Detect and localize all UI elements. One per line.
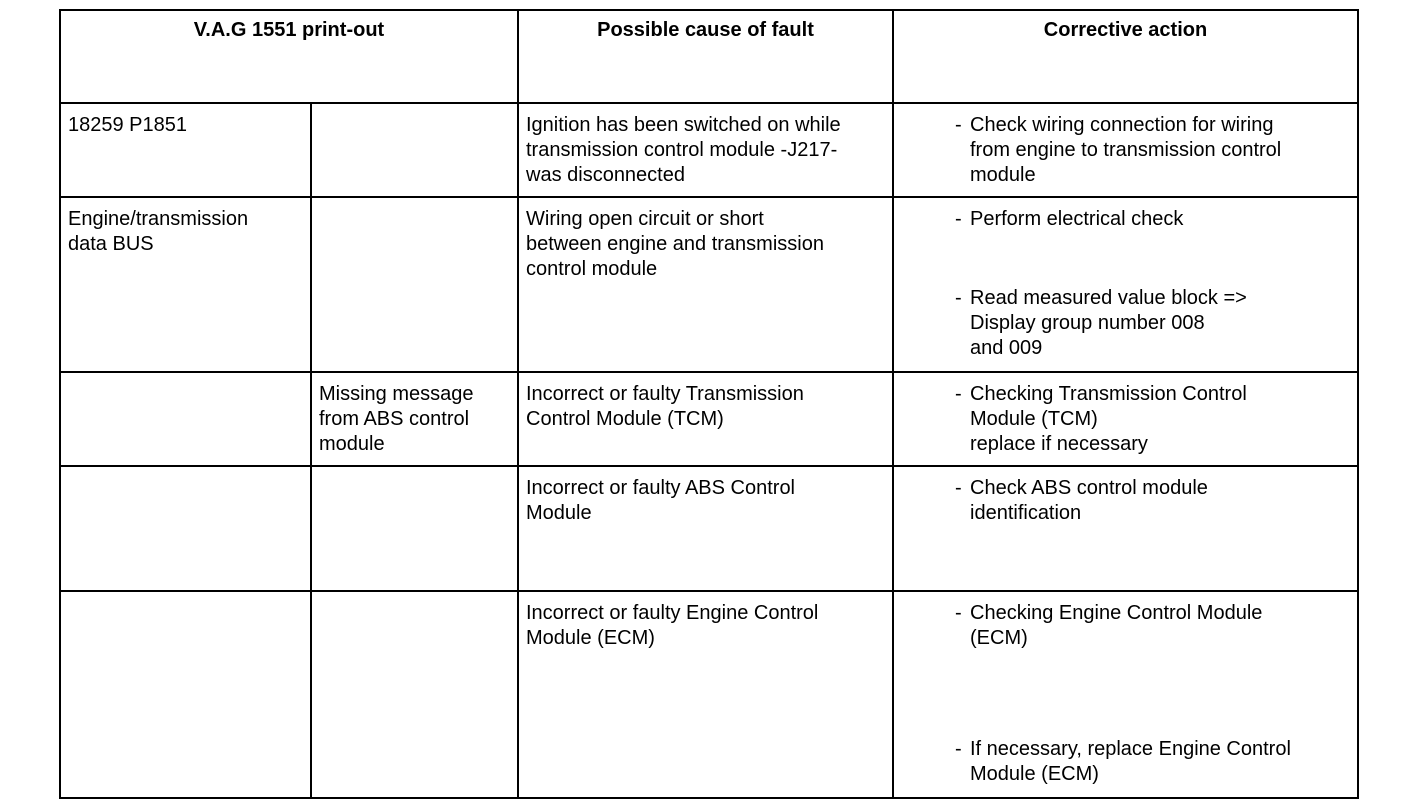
cause-cell: Ignition has been switched on while transmission control module -J217- was disconnected [518, 103, 893, 197]
action-text: Read measured value block => Display group number 008 and 009 [970, 287, 1247, 359]
action-cell [893, 372, 1358, 466]
action-item [901, 601, 1350, 651]
table-row [60, 103, 1358, 197]
message-cell [311, 103, 518, 197]
bullet-dash: - [955, 114, 962, 136]
bullet-dash: - [955, 287, 962, 309]
fault-table [59, 9, 1359, 799]
action-text: Checking Transmission Control Module (TCM) replace if necessary [970, 383, 1247, 455]
action-item [901, 286, 1350, 361]
action-cell [893, 197, 1358, 372]
action-text: Checking Engine Control Module (ECM) [970, 602, 1263, 649]
action-item [901, 382, 1350, 457]
action-text: If necessary, replace Engine Control Module (ECM) [970, 738, 1291, 785]
table-row [60, 591, 1358, 798]
action-item [901, 113, 1350, 188]
fault-code-cell [60, 372, 311, 466]
action-text: Perform electrical check [970, 208, 1184, 230]
action-item [901, 476, 1350, 526]
action-item [901, 207, 1350, 232]
table-row [60, 466, 1358, 591]
cause-cell: Incorrect or faulty Transmission Control Module (TCM) [518, 372, 893, 466]
message-cell: Missing message from ABS control module [311, 372, 518, 466]
cause-cell: Wiring open circuit or short between engine and transmission control module [518, 197, 893, 372]
action-text: Check ABS control module identification [970, 477, 1208, 524]
header-action: Corrective action [893, 10, 1358, 103]
bullet-dash: - [955, 602, 962, 624]
cause-cell: Incorrect or faulty Engine Control Module (ECM) [518, 591, 893, 798]
bullet-dash: - [955, 383, 962, 405]
action-cell [893, 103, 1358, 197]
action-item [901, 737, 1350, 787]
action-cell [893, 466, 1358, 591]
fault-code-cell: 18259 P1851 [60, 103, 311, 197]
bullet-dash: - [955, 208, 962, 230]
table-row [60, 197, 1358, 372]
action-cell [893, 591, 1358, 798]
message-cell [311, 197, 518, 372]
bullet-dash: - [955, 738, 962, 760]
bullet-dash: - [955, 477, 962, 499]
header-row [60, 10, 1358, 103]
cause-cell: Incorrect or faulty ABS Control Module [518, 466, 893, 591]
fault-code-cell [60, 591, 311, 798]
header-printout: V.A.G 1551 print-out [60, 10, 518, 103]
fault-code-cell: Engine/transmission data BUS [60, 197, 311, 372]
header-cause: Possible cause of fault [518, 10, 893, 103]
message-cell [311, 466, 518, 591]
action-text: Check wiring connection for wiring from engine to transmission control module [970, 114, 1282, 186]
table-row [60, 372, 1358, 466]
fault-code-cell [60, 466, 311, 591]
message-cell [311, 591, 518, 798]
